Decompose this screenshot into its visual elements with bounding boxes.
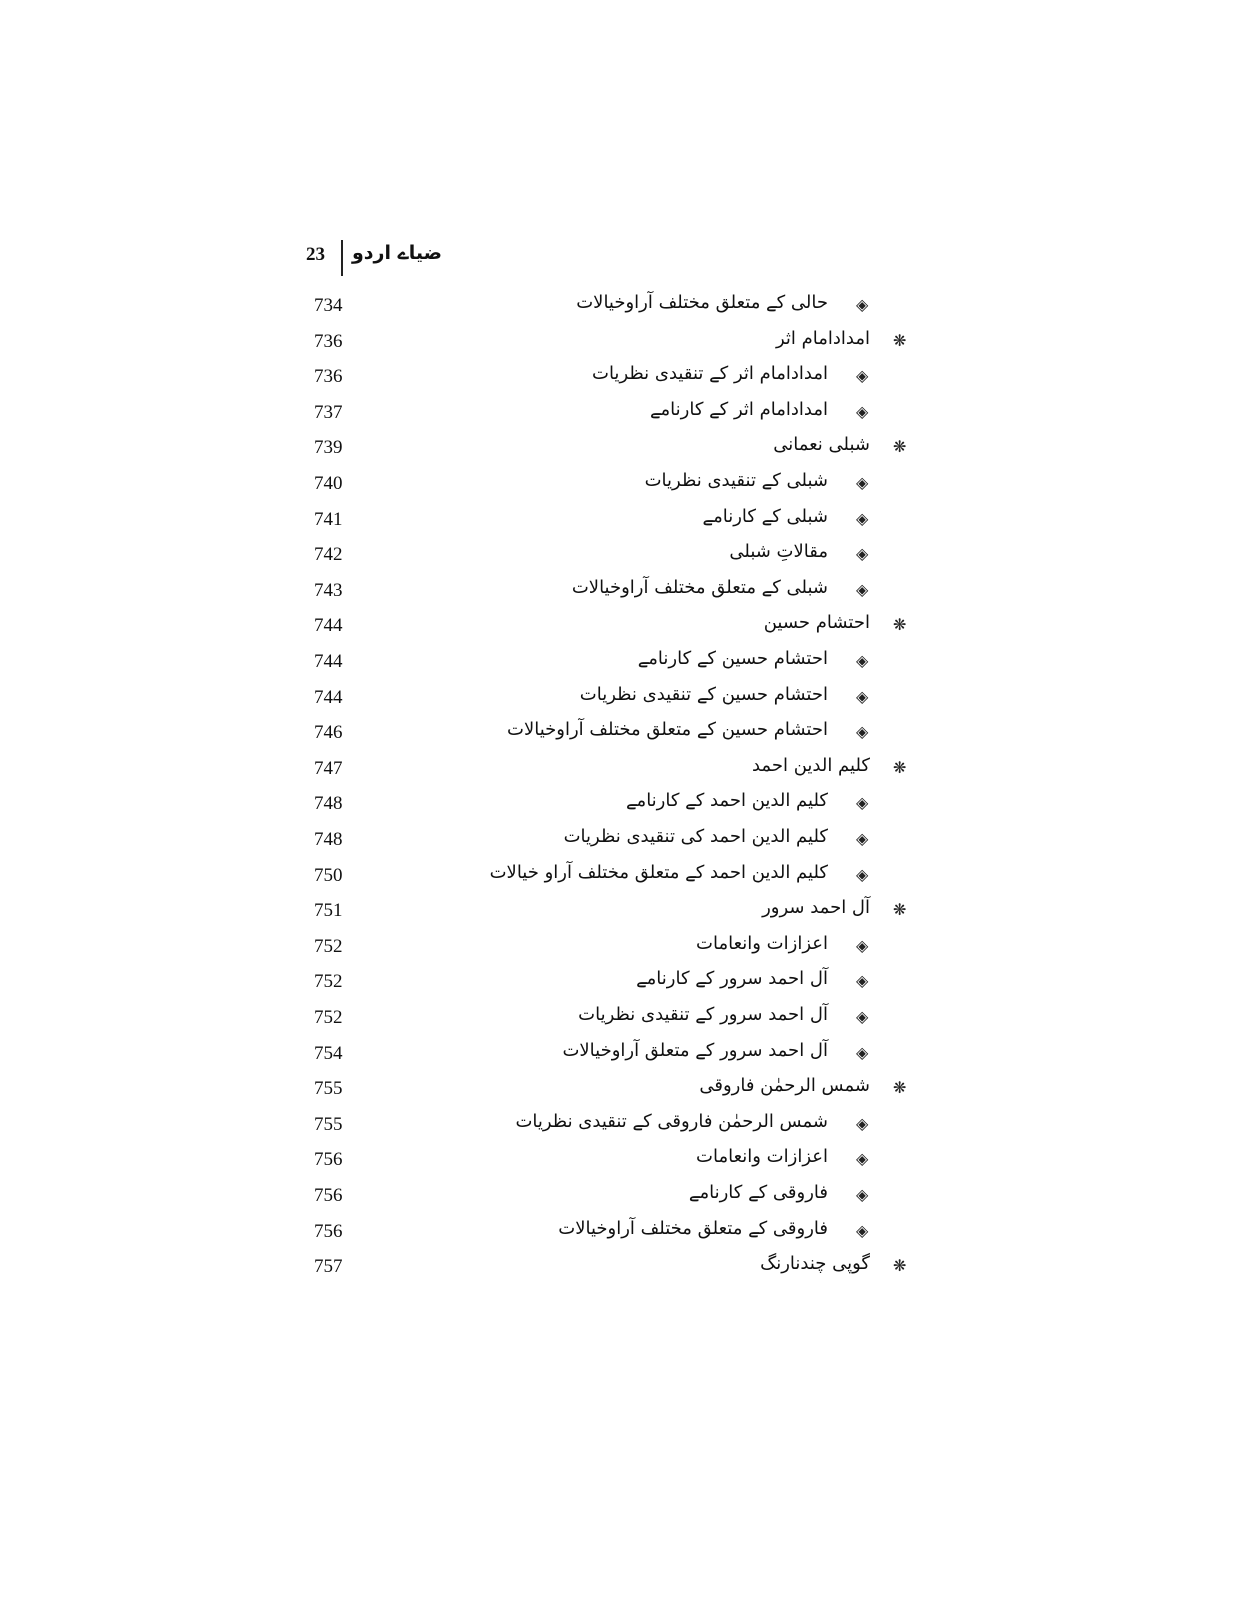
toc-page-number: 748 xyxy=(314,829,343,850)
toc-page-number: 756 xyxy=(314,1185,343,1206)
toc-subsection-row xyxy=(0,1004,1236,1034)
toc-entry-title: اعزازات وانعامات xyxy=(696,1146,828,1168)
toc-page-number: 741 xyxy=(314,508,343,530)
diamond-bullet-icon: ◈ xyxy=(856,935,869,955)
toc-subsection-row xyxy=(0,1146,1236,1176)
asterisk-flower-icon: ❋ xyxy=(893,330,907,350)
toc-page-number: 744 xyxy=(314,615,343,637)
header-divider xyxy=(341,240,343,276)
toc-section-row xyxy=(0,755,1236,785)
toc-subsection-row xyxy=(0,506,1236,536)
toc-section-row xyxy=(0,612,1236,642)
diamond-bullet-icon: ◈ xyxy=(856,1220,869,1240)
toc-subsection-row xyxy=(0,1111,1236,1141)
toc-page-number: 757 xyxy=(314,1256,343,1278)
toc-subsection-row xyxy=(0,648,1236,678)
toc-entry-title: حالی کے متعلق مختلف آراوخیالات xyxy=(576,292,828,313)
diamond-bullet-icon: ◈ xyxy=(856,544,869,564)
toc-page-number: 755 xyxy=(314,1113,343,1135)
toc-section-row xyxy=(0,328,1236,358)
toc-entry-title: فاروقی کے متعلق مختلف آراوخیالات xyxy=(558,1217,828,1239)
diamond-bullet-icon: ◈ xyxy=(856,864,869,884)
toc-page-number: 755 xyxy=(314,1078,343,1100)
toc-page-number: 746 xyxy=(314,722,343,744)
toc-entry-title: مقالاتِ شبلی xyxy=(729,541,828,563)
toc-subsection-row xyxy=(0,684,1236,714)
toc-subsection-row xyxy=(0,292,1236,322)
diamond-bullet-icon: ◈ xyxy=(856,1007,869,1026)
asterisk-flower-icon: ❋ xyxy=(893,757,907,777)
toc-entry-title: امدادامام اثر کے کارنامے xyxy=(649,398,828,420)
toc-subsection-row xyxy=(0,826,1236,856)
toc-subsection-row xyxy=(0,719,1236,749)
toc-subsection-row xyxy=(0,1218,1236,1248)
toc-entry-title: احتشام حسین کے کارنامے xyxy=(637,648,828,669)
toc-page-number: 747 xyxy=(314,757,343,779)
toc-entry-title: فاروقی کے کارنامے xyxy=(688,1182,828,1203)
toc-entry-title: احتشام حسین xyxy=(763,612,870,634)
toc-subsection-row xyxy=(0,1182,1236,1212)
asterisk-flower-icon: ❋ xyxy=(893,1078,907,1098)
toc-page-number: 748 xyxy=(314,793,343,815)
toc-entry-title: کلیم الدین احمد xyxy=(751,754,870,776)
asterisk-flower-icon: ❋ xyxy=(893,615,907,635)
toc-page-number: 743 xyxy=(314,579,343,601)
book-title: ضیاے اردو xyxy=(352,242,443,264)
toc-page-number: 744 xyxy=(314,651,343,672)
toc-entry-title: گوپی چندنارنگ xyxy=(760,1253,870,1275)
toc-section-row xyxy=(0,897,1236,927)
toc-subsection-row xyxy=(0,933,1236,963)
toc-page-number: 736 xyxy=(314,366,343,388)
toc-entry-title: کلیم الدین احمد کے متعلق مختلف آراو خیالات xyxy=(489,861,828,883)
diamond-bullet-icon: ◈ xyxy=(856,1185,869,1204)
diamond-bullet-icon: ◈ xyxy=(856,508,869,528)
asterisk-flower-icon: ❋ xyxy=(893,437,907,457)
diamond-bullet-icon: ◈ xyxy=(856,1042,869,1062)
diamond-bullet-icon: ◈ xyxy=(856,686,869,706)
toc-page-number: 740 xyxy=(314,473,343,494)
diamond-bullet-icon: ◈ xyxy=(856,295,869,314)
diamond-bullet-icon: ◈ xyxy=(856,473,869,492)
toc-entry-title: امدادامام اثر xyxy=(775,327,870,349)
diamond-bullet-icon: ◈ xyxy=(856,722,869,742)
toc-entry-title: آل احمد سرور کے متعلق آراوخیالات xyxy=(562,1039,828,1061)
toc-page-number: 751 xyxy=(314,900,343,922)
diamond-bullet-icon: ◈ xyxy=(856,401,869,421)
toc-page-number: 752 xyxy=(314,1007,343,1028)
page-number: 23 xyxy=(306,244,325,265)
toc-entry-title: آل احمد سرور کے کارنامے xyxy=(636,968,828,990)
toc-subsection-row xyxy=(0,470,1236,500)
page-header xyxy=(306,240,446,280)
toc-entry-title: شبلی کے کارنامے xyxy=(702,505,828,527)
toc-entry-title: احتشام حسین کے متعلق مختلف آراوخیالات xyxy=(507,719,828,741)
toc-page-number: 754 xyxy=(314,1042,343,1064)
toc-section-row xyxy=(0,434,1236,464)
toc-entry-title: اعزازات وانعامات xyxy=(696,932,828,954)
toc-entry-title: کلیم الدین احمد کے کارنامے xyxy=(626,790,828,812)
diamond-bullet-icon: ◈ xyxy=(856,829,869,848)
toc-subsection-row xyxy=(0,790,1236,820)
toc-section-row xyxy=(0,1253,1236,1283)
toc-page-number: 742 xyxy=(314,544,343,566)
diamond-bullet-icon: ◈ xyxy=(856,1113,869,1133)
toc-entry-title: احتشام حسین کے تنقیدی نظریات xyxy=(579,683,828,705)
toc-entry-title: امدادامام اثر کے تنقیدی نظریات xyxy=(592,363,828,385)
toc-entry-title: کلیم الدین احمد کی تنقیدی نظریات xyxy=(563,826,828,847)
toc-subsection-row xyxy=(0,399,1236,429)
toc-page-number: 756 xyxy=(314,1149,343,1171)
toc-subsection-row xyxy=(0,363,1236,393)
diamond-bullet-icon: ◈ xyxy=(856,793,869,813)
toc-entry-title: شبلی کے تنقیدی نظریات xyxy=(644,470,828,491)
diamond-bullet-icon: ◈ xyxy=(856,971,869,991)
toc-subsection-row xyxy=(0,968,1236,998)
toc-page-number: 744 xyxy=(314,686,343,708)
toc-page-number: 736 xyxy=(314,330,343,352)
toc-entry-title: آل احمد سرور کے تنقیدی نظریات xyxy=(578,1004,828,1025)
toc-subsection-row xyxy=(0,577,1236,607)
diamond-bullet-icon: ◈ xyxy=(856,366,869,386)
toc-page-number: 737 xyxy=(314,401,343,423)
toc-section-row xyxy=(0,1075,1236,1105)
toc-entry-title: شمس الرحمٰن فاروقی xyxy=(699,1075,870,1097)
asterisk-flower-icon: ❋ xyxy=(893,1256,907,1276)
toc-entry-title: شبلی کے متعلق مختلف آراوخیالات xyxy=(571,576,828,598)
toc-page-number: 752 xyxy=(314,971,343,993)
toc-entry-title: شبلی نعمانی xyxy=(773,434,870,456)
toc-page-number: 750 xyxy=(314,864,343,886)
toc-page-number: 734 xyxy=(314,295,343,316)
toc-page-number: 752 xyxy=(314,935,343,957)
diamond-bullet-icon: ◈ xyxy=(856,1149,869,1169)
toc-subsection-row xyxy=(0,1040,1236,1070)
toc-subsection-row xyxy=(0,862,1236,892)
toc-entry-title: شمس الرحمٰن فاروقی کے تنقیدی نظریات xyxy=(515,1110,828,1132)
asterisk-flower-icon: ❋ xyxy=(893,900,907,920)
toc-subsection-row xyxy=(0,541,1236,571)
toc-page-number: 756 xyxy=(314,1220,343,1242)
diamond-bullet-icon: ◈ xyxy=(856,651,869,670)
toc-entry-title: آل احمد سرور xyxy=(762,897,870,919)
diamond-bullet-icon: ◈ xyxy=(856,579,869,599)
toc-page-number: 739 xyxy=(314,437,343,459)
